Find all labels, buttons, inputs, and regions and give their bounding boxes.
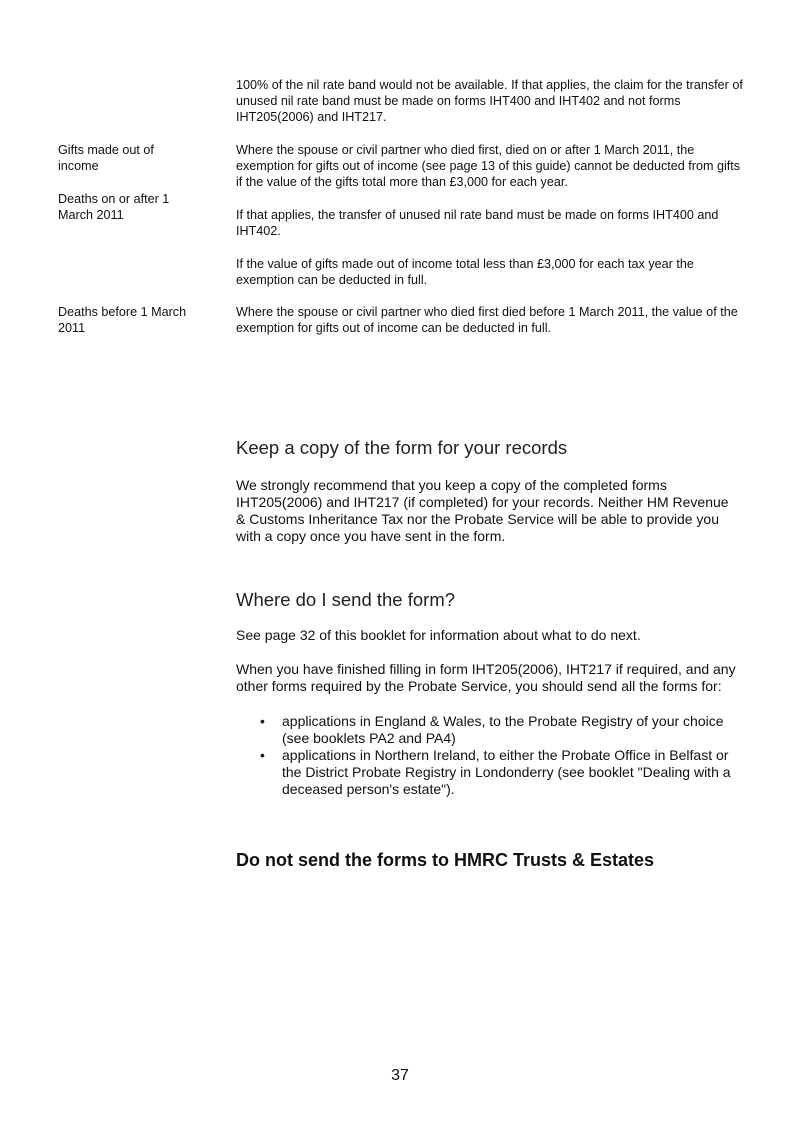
where-send-bullet-list [236, 713, 746, 798]
page-number: 37 [391, 1067, 409, 1084]
do-not-send-heading: Do not send the forms to HMRC Trusts & Estates [236, 850, 655, 870]
bullet-icon: • [260, 747, 265, 763]
list-item [236, 713, 746, 747]
gifts-paragraph-1: Where the spouse or civil partner who died first, died on or after 1 March 2011, the exemption for gifts out of income (see page 13 of this guide) cannot be deducted from gifts if the value of the gifts total more than £3,000 for each year. [236, 143, 741, 189]
gifts-paragraph-3: If the value of gifts made out of income total less than £3,000 for each tax year the exemption can be deducted in full. [236, 257, 694, 287]
list-item [236, 747, 746, 798]
gifts-paragraph-2: If that applies, the transfer of unused nil rate band must be made on forms IHT400 and IHT402. [236, 208, 719, 238]
list-item-text: applications in England & Wales, to the Probate Registry of your choice (see booklets PA2 and PA4) [282, 713, 724, 746]
side-label-deaths-before-march-2011: Deaths before 1 March 2011 [58, 305, 187, 335]
where-send-paragraph-2: When you have finished filling in form IHT205(2006), IHT217 if required, and any other forms required by the Probate Service, you should send all the forms for: [236, 661, 736, 694]
before-paragraph: Where the spouse or civil partner who died first died before 1 March 2011, the value of the exemption for gifts out of income can be deducted in full. [236, 305, 738, 335]
side-label-gifts-out-of-income: Gifts made out of income [58, 143, 154, 173]
keep-copy-heading: Keep a copy of the form for your records [236, 437, 568, 458]
bullet-icon: • [260, 713, 265, 729]
keep-copy-paragraph: We strongly recommend that you keep a copy of the completed forms IHT205(2006) and IHT217 (if completed) for your records. Neither HM Revenue & Customs Inheritance Tax nor the Probate Service will be able to provide you with a copy once you have sent in the form. [236, 477, 729, 544]
where-send-paragraph-1: See page 32 of this booklet for information about what to do next. [236, 627, 641, 643]
list-item-text: applications in Northern Ireland, to either the Probate Office in Belfast or the District Probate Registry in Londonderry (see booklet "Dealing with a deceased person's estate"). [282, 747, 731, 797]
side-label-deaths-after-march-2011: Deaths on or after 1 March 2011 [58, 192, 170, 222]
where-send-heading: Where do I send the form? [236, 589, 456, 610]
continuation-paragraph: 100% of the nil rate band would not be available. If that applies, the claim for the transfer of unused nil rate band must be made on forms IHT400 and IHT402 and not forms IHT205(2006) and IHT217. [236, 78, 743, 124]
